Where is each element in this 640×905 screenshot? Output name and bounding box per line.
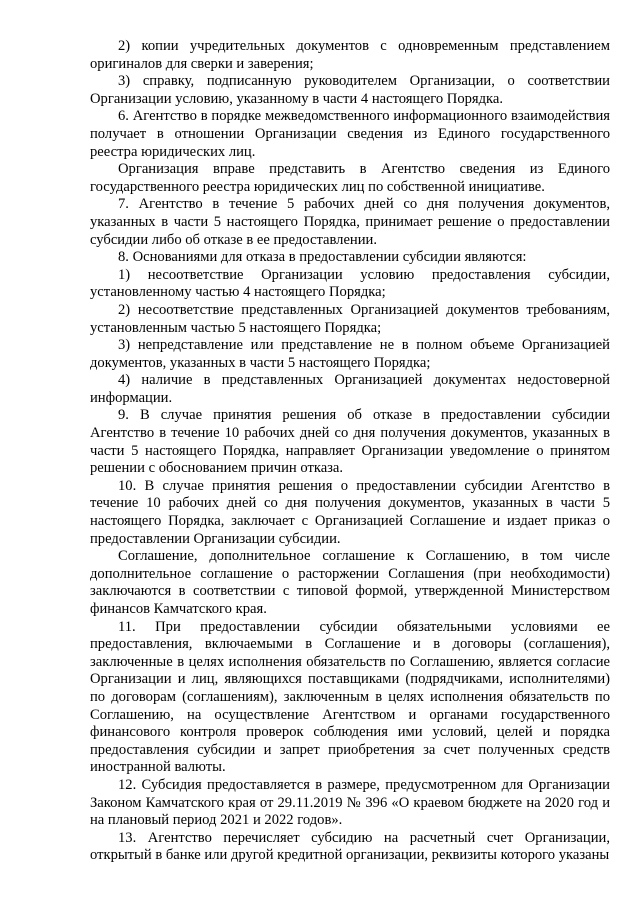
paragraph-part-8-item-4: 4) наличие в представленных Организацией документах недостоверной информации. bbox=[90, 372, 610, 406]
paragraph-part-8-item-1: 1) несоответствие Организации условию предоставления субсидии, установленному частью 4 настоящего Порядка; bbox=[90, 266, 610, 301]
paragraph-part-6: 6. Агентство в порядке межведомственного информационного взаимодействия получает в отношении Организации сведения из Единого государственного реестра юридических лиц. bbox=[90, 108, 610, 160]
paragraph-part-13: 13. Агентство перечисляет субсидию на расчетный счет Организации, открытый в банке или другой кредитной организации, реквизиты которого указаны bbox=[90, 829, 610, 864]
paragraph-part-8-item-2: 2) несоответствие представленных Организацией документов требованиям, установленным частью 5 настоящего Порядка; bbox=[90, 301, 610, 336]
paragraph-item-2-founding-docs: 2) копии учредительных документов с одновременным представлением оригиналов для сверки и заверения; bbox=[90, 38, 610, 72]
paragraph-part-10: 10. В случае принятия решения о предоставлении субсидии Агентство в течение 10 рабочих дней со дня получения документов, указанных в части 5 настоящего Порядка, заключает с Организацией Соглашение и издает приказ о предоставлении Организации субсидии. bbox=[90, 477, 610, 547]
paragraph-part-8-item-3: 3) непредставление или представление не в полном объеме Организацией документов, указанных в части 5 настоящего Порядка; bbox=[90, 337, 610, 371]
paragraph-part-10-agreement: Соглашение, дополнительное соглашение к Соглашению, в том числе дополнительное соглашение о расторжении Соглашения (при необходимости) заключаются в соответствии с типовой формой, утвержденной Министерством финансов Камчатского края. bbox=[90, 548, 610, 617]
paragraph-item-3-certificate: 3) справку, подписанную руководителем Организации, о соответствии Организации условию, указанному в части 4 настоящего Порядка. bbox=[90, 73, 610, 107]
paragraph-part-11: 11. При предоставлении субсидии обязательными условиями ее предоставления, включаемыми в Соглашение и в договоры (соглашения), заключенные в целях исполнения обязательств по Соглашению, является согласие Организации и лиц, являющихся поставщиками (подрядчиками, исполнителями) по договорам (соглашениям), заключенным в целях исполнения обязательств по Соглашению, на осуществление Агентством и органами государственного финансового контроля проверок соблюдения ими условий, целей и порядка предоставления субсидии и запрет приобретения за счет полученных средств иностранной валюты. bbox=[90, 618, 610, 776]
paragraph-part-9: 9. В случае принятия решения об отказе в предоставлении субсидии Агентство в течение 10 рабочих дней со дня получения документов, указанных в части 5 настоящего Порядка, направляет Организации уведомление о принятом решении с обоснованием причин отказа. bbox=[90, 407, 610, 477]
paragraph-part-7: 7. Агентство в течение 5 рабочих дней со дня получения документов, указанных в части 5 настоящего Порядка, принимает решение о предоставлении субсидии либо об отказе в ее предоставлении. bbox=[90, 196, 610, 248]
paragraph-part-8: 8. Основаниями для отказа в предоставлении субсидии являются: bbox=[118, 249, 527, 266]
paragraph-part-6-initiative: Организация вправе представить в Агентство сведения из Единого государственного реестра юридических лиц по собственной инициативе. bbox=[90, 161, 610, 195]
paragraph-part-12: 12. Субсидия предоставляется в размере, предусмотренном для Организации Законом Камчатского края от 29.11.2019 № 396 «О краевом бюджете на 2020 год и на плановый период 2021 и 2022 годов». bbox=[90, 776, 610, 829]
